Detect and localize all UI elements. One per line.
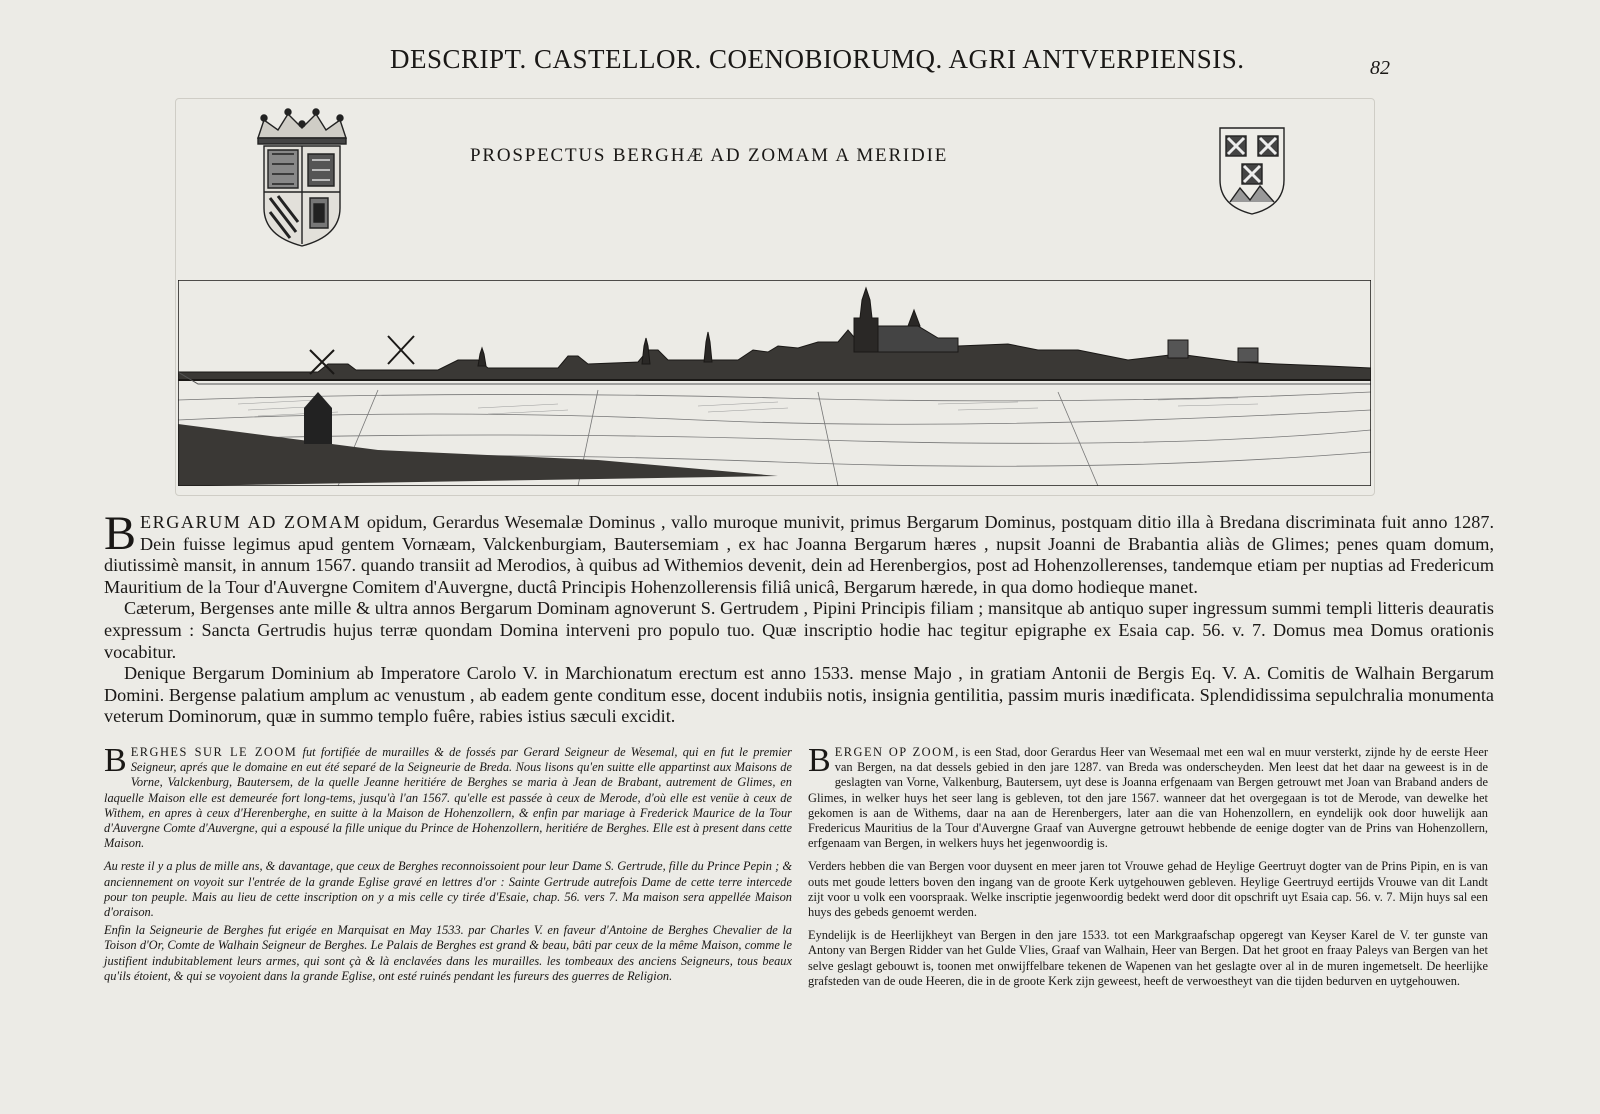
latin-paragraph-1-text: opidum, Gerardus Wesemalæ Dominus , vallo muroque munivit, primus Bergarum Dominus, postquam ditio illa à Bredana discriminata fuit anno 1287. Dein fuisse legimus apud gentem Vornæam, Valckenburgiam, Bautersemiam , ex hac Joanna Bergarum hæres , nupsit Joanni de Brabantia aliàs de Glimes; penes quam domum, diutissimè mansit, in annum 1567. quando transiit ad Merodios, à quibus ad Withemios devenit, dein ad Herenbergios, post ad Hohenzollerenses, tandemque etiam per nuptias ad Fredericum Mauritium de la Tour d'Auvergne Comitem d'Auvergne, ductâ Principis Hohenzollerensis filiâ unicâ, Bergarum hærede, in qua domo hodieque manet. (104, 512, 1494, 597)
latin-text (104, 507, 1494, 728)
dropcap: B (104, 742, 127, 779)
dutch-paragraph-2: Verders hebben die van Bergen voor duysent en meer jaren tot Vrouwe gehad de Heylige Geertruyt dogter van de Prins Pipin, en is van outs met goude letters boven den ingang van de groote Kerk uytgehouwen gebleven. Heylige Geertruyd eertijds Vrouwe van dit Landt zijt voor u volk een voorspraak. Welke inscriptie jegenwoordig bedekt werd door dit opschrift uyt Esaia cap. 56. v. 7. Mijn huys sal een huys des gebeds genoemt werden. (808, 859, 1488, 920)
page-number: 82 (1370, 57, 1390, 79)
french-column (104, 742, 792, 992)
city-panorama-engraving (178, 280, 1371, 486)
dutch-paragraph-3: Eyndelijk is de Heerlijkheyt van Bergen in den jare 1533. tot een Markgraafschap opgeregt van Keyser Karel de V. ter gunste van Antony van Bergen Ridder van het Gulde Vlies, Graaf van Walhain, Heer van Bergen. Dat het groot en fraay Paleys van Bergen van het selve geslagt gebouwt is, toonen met onwijffelbare tekenen de Wapenen van het geslagte over al in de muren ingemetselt. De heerlijke grafsteden van de oude Heeren, die in de groote Kerk zijn geweest, heeft de verwoestheyt van die tijden bedurven en uytgehouwen. (808, 928, 1488, 988)
dutch-paragraph-1 (808, 742, 1488, 851)
dropcap: B (808, 742, 831, 779)
french-paragraph-2: Au reste il y a plus de mille ans, & davantage, que ceux de Berghes reconnoissoient pour leur Dame S. Gertrude, fille du Prince Pepin ; & anciennement on voyoit sur l'entrée de la grande Eglise gravé en lettres d'or : Sainte Gertrude autrefois Dame de cette terre intercede pour ton peuple. Mais au lieu de cette inscription on y a mis celle cy tirée d'Esaie, chap. 56. vers 7. Ma maison sera appellée Maison d'oraison. (104, 859, 792, 920)
french-lead: ERGHES SUR LE ZOOM (130, 745, 298, 759)
latin-paragraph-1 (104, 507, 1494, 598)
french-paragraph-3: Enfin la Seigneurie de Berghes fut erigée en Marquisat en May 1533. par Charles V. en faveur d'Antoine de Berghes Chevalier de la Toison d'Or, Comte de Walhain Seigneur de Berghes. Le Palais de Berghes est grand & beau, bâti par ceux de la même Maison, comme le justifient indubitablement leurs armes, qui sont çà & là enclavées dans les murailles. les tombeaux des anciens Seigneurs, tous beaux qu'ils étoient, & qui se voyoient dans la grande Eglise, ont esté ruinés pendant les fureurs des guerres de Religion. (104, 923, 792, 983)
latin-paragraph-3: Denique Bergarum Dominium ab Imperatore Carolo V. in Marchionatum erectum est anno 1533. mense Majo , in gratiam Antonii de Bergis Eq. V. A. Comitis de Walhain Bergarum Domini. Bergense palatium amplum ac venustum , ab eadem gente conditum esse, docent indubiis notis, insignia gentilitia, passim muris inædificata. Splendidissima sepulchralia monumenta veterum Dominorum, quæ in summo templo fuêre, rabies istius sæculi excidit. (104, 663, 1494, 727)
plate-title: PROSPECTUS BERGHÆ AD ZOMAM A MERIDIE (470, 145, 949, 166)
crowned-coat-of-arms-icon (250, 108, 354, 248)
latin-paragraph-2: Cæterum, Bergenses ante mille & ultra annos Bergarum Dominam agnoverunt S. Gertrudem , Pipini Principis filiam ; mansitque ab antiquo super ingressum summi templi litteris deauratis expressum : Sancta Gertrudis hujus terræ quondam Domina interveni pro populo tuo. Quæ inscriptio hodie hac tegitur epigraphe ex Esaia cap. 56. v. 7. Domus mea Domus orationis vocabitur. (104, 598, 1494, 662)
saltire-coat-of-arms-icon (1216, 124, 1288, 216)
dutch-column (808, 742, 1488, 997)
latin-lead: ERGARUM AD ZOMAM (140, 512, 362, 532)
page-title: DESCRIPT. CASTELLOR. COENOBIORUMQ. AGRI ANTVERPIENSIS. (390, 44, 1245, 74)
dropcap: B (104, 507, 137, 560)
dutch-paragraph-1-text: , is een Stad, door Gerardus Heer van Wesemaal met een wal en muur versterkt, zijnde hy de eerste Heer van Bergen, na dat dessels gebied in den jare 1287. van Breda was onderscheyden. Men leest dat het daar na geweest is in de geslagten van Vorne, Valkenburg, Bautersem, uyt dese is Joanna erfgenaam van Bergen getrouwt met Joan van Braband anders de Glimes, in welker huys het seer lang is gebleven, tot den jare 1567. wanneer dat het overgegaan is tot de Merode, van dewelke het gekomen is aan de Withems, daar na aan de Herenbergers, later aan die van Hohenzollern, en eyndelijk ook door huwelijk aan Fredericus Mauritius de la Tour d'Auvergne Graaf van Auvergne getrouwt hebbende de eenige dogter van de Prins van Hohenzollern, erfgenaam van Bergen, in welkers huys het jegenwoordig is. (808, 745, 1488, 851)
dutch-lead: ERGEN OP ZOOM (834, 745, 956, 759)
french-paragraph-1 (104, 742, 792, 851)
french-paragraph-1-text: fut fortifiée de murailles & de fossés par Gerard Seigneur de Wesemal, qui en fut le premier Seigneur, aprés que le domaine en eut été separé de la Seigneurie de Breda. Nous lisons qu'en suitte elle appartinst aux Maisons de Vorne, Valckenburg, Bautersem, de la quelle Jeanne heritiére de Berghes se maria à Jean de Brabant, autrement de Glimes, en laquelle Maison elle est demeurée fort long-tems, jusqu'à l'an 1567. qu'elle est passée à ceux de Merode, d'où elle est venüe à ceux de Withem, en apres à ceux d'Herenberghe, en suitte à la Maison de Hohenzollern, & enfin par mariage à Frederick Maurice de la Tour d'Auvergne Comte d'Auvergne, qui a espousé la fille unique du Prince de Hohenzollern, heritiére de Berghes. Elle est à present dans cette Maison. (104, 745, 792, 851)
